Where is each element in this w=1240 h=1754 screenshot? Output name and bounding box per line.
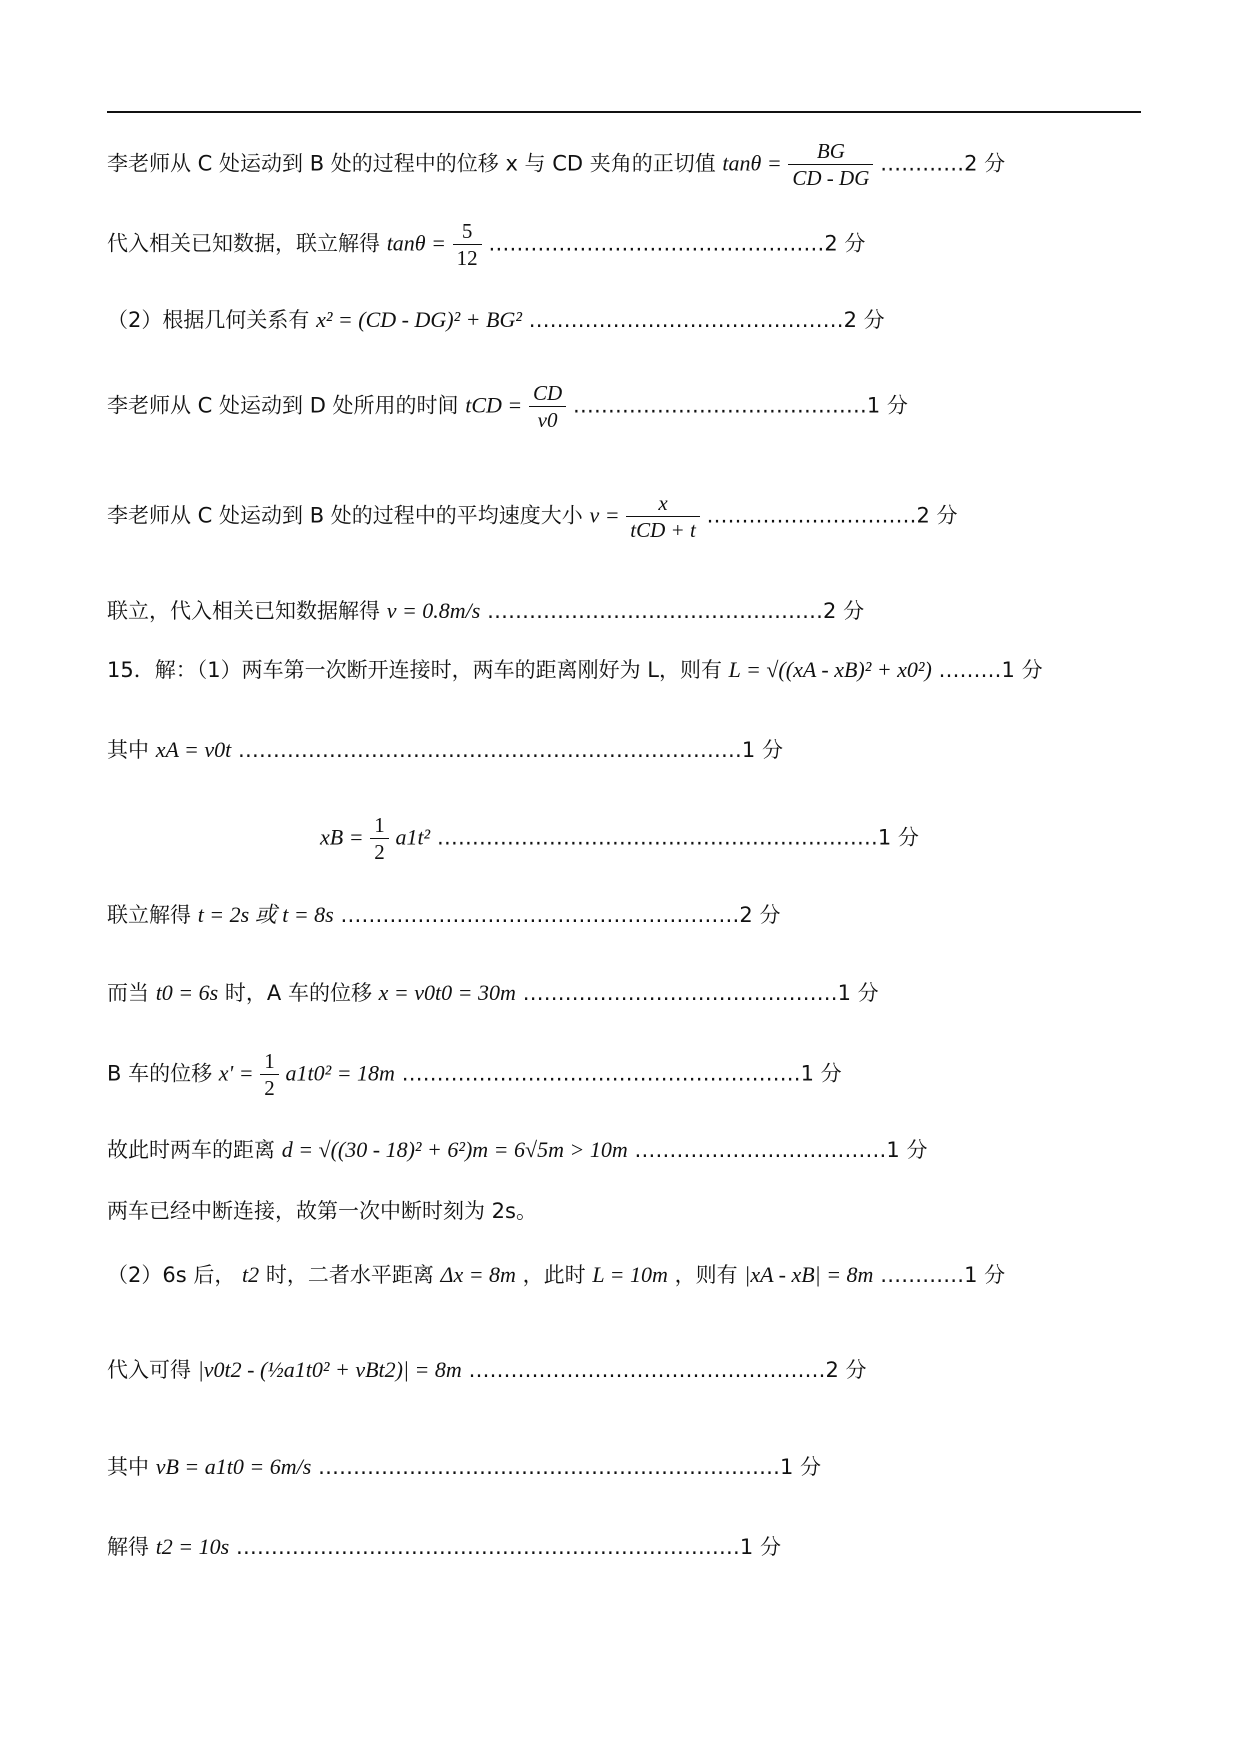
- leader-dots: ………………………………………: [522, 981, 838, 1005]
- answer-line-1: [107, 138, 1167, 191]
- score: 1 分: [866, 393, 908, 418]
- answer-line-12: [107, 1048, 1167, 1101]
- leader-dots: ………………………………: [634, 1138, 887, 1162]
- leader-dots: ………………………………………………………………: [235, 1535, 740, 1559]
- line-text: （2）根据几何关系有: [107, 308, 310, 332]
- line-text-mid-2: ，此时: [522, 1263, 586, 1287]
- answer-line-3: [107, 305, 1167, 335]
- leader-dots: …………………………………………………………: [317, 1455, 780, 1479]
- line-text: 其中: [107, 1455, 149, 1479]
- answer-line-13: [107, 1135, 1167, 1165]
- answer-line-2: [107, 218, 1167, 271]
- formula: t2: [242, 1262, 260, 1287]
- answer-line-9: [320, 812, 1020, 865]
- score: 1 分: [837, 981, 879, 1005]
- formula: |v0t2 - (½a1t0² + vBt2)| = 8m: [197, 1357, 462, 1382]
- leader-dots: …………………………: [706, 503, 917, 528]
- line-text-mid: 时，A 车的位移: [224, 981, 372, 1005]
- score: 1 分: [741, 738, 783, 762]
- fraction: $\frac{1}{2}$: [260, 1048, 279, 1101]
- formula: xA = v0t: [155, 737, 232, 762]
- line-text: 李老师从 C 处运动到 B 处的过程中的平均速度大小: [107, 503, 583, 528]
- answer-line-6: [107, 596, 1167, 626]
- fraction: $\frac{x}{\text{tCD + t}}$: [626, 490, 700, 543]
- formula: tanθ =: [722, 150, 782, 176]
- answer-line-4: [107, 380, 1167, 433]
- fraction: $\frac{1}{2}$: [370, 812, 389, 865]
- score: 2 分: [824, 231, 866, 256]
- line-text: 故此时两车的距离: [107, 1138, 275, 1162]
- formula: x' =: [218, 1060, 254, 1086]
- line-text: 李老师从 C 处运动到 D 处所用的时间: [107, 393, 459, 418]
- score: 2 分: [825, 1358, 867, 1382]
- score: 1 分: [886, 1138, 928, 1162]
- score: 1 分: [1001, 658, 1043, 682]
- leader-dots: …………: [880, 151, 965, 176]
- line-text: （2）6s 后，: [107, 1263, 236, 1287]
- formula-tail: a1t0² = 18m: [285, 1060, 395, 1086]
- line-text: 代入可得: [107, 1358, 191, 1382]
- formula-3: L = 10m: [592, 1262, 668, 1287]
- formula: v = 0.8m/s: [386, 598, 481, 623]
- line-text: 李老师从 C 处运动到 B 处的过程中的位移 x 与 CD 夹角的正切值: [107, 151, 716, 176]
- line-text: 联立，代入相关已知数据解得: [107, 599, 380, 623]
- answer-line-15: [107, 1260, 1167, 1290]
- score: 1 分: [739, 1535, 781, 1559]
- leader-dots: ………………………………………………………: [436, 825, 878, 850]
- answer-line-17: [107, 1452, 1167, 1482]
- leader-dots: …………………………………………………: [401, 1061, 801, 1086]
- leader-dots: ………………………………………: [528, 308, 844, 332]
- formula: tCD =: [465, 392, 523, 418]
- formula-2: x = v0t0 = 30m: [378, 980, 516, 1005]
- formula: v =: [589, 502, 620, 528]
- formula: d = √((30 - 18)² + 6²)m = 6√5m > 10m: [281, 1137, 628, 1162]
- line-text-mid: 时，二者水平距离: [265, 1263, 434, 1287]
- line-text: 代入相关已知数据，联立解得: [107, 231, 380, 256]
- answer-line-8: [107, 735, 1167, 765]
- formula-4: |xA - xB| = 8m: [744, 1262, 874, 1287]
- score: 2 分: [823, 599, 865, 623]
- answer-line-5: [107, 490, 1167, 543]
- score: 2 分: [739, 903, 781, 927]
- line-text: 两车已经中断连接，故第一次中断时刻为 2s。: [107, 1199, 537, 1223]
- header-rule: [107, 111, 1141, 113]
- formula: x² = (CD - DG)² + BG²: [316, 307, 522, 332]
- formula: t0 = 6s: [155, 980, 219, 1005]
- formula: t2 = 10s: [155, 1534, 230, 1559]
- score: 2 分: [916, 503, 958, 528]
- formula-tail: a1t²: [395, 824, 431, 850]
- formula: tanθ =: [386, 230, 446, 256]
- leader-dots: ……………………………………………: [468, 1358, 826, 1382]
- leader-dots: …………………………………………………: [340, 903, 740, 927]
- score: 1 分: [779, 1455, 821, 1479]
- score: 2 分: [843, 308, 885, 332]
- formula: xB =: [320, 824, 364, 850]
- line-text-mid-3: ，则有: [674, 1263, 738, 1287]
- line-text: 其中: [107, 738, 149, 762]
- answer-line-11: [107, 978, 1167, 1008]
- formula: t = 2s 或 t = 8s: [197, 902, 334, 927]
- answer-line-10: [107, 900, 1167, 930]
- score: 1 分: [964, 1263, 1006, 1287]
- leader-dots: ………: [938, 658, 1002, 682]
- line-text: 解得: [107, 1535, 149, 1559]
- leader-dots: …………………………………………: [488, 231, 825, 256]
- formula: L = √((xA - xB)² + x0²): [728, 657, 932, 682]
- fraction: $\frac{BG}{CD - DG}$: [788, 138, 873, 191]
- score: 1 分: [800, 1061, 842, 1086]
- answer-line-7: [107, 655, 1167, 685]
- line-text: 联立解得: [107, 903, 191, 927]
- line-text: 15．解：（1）两车第一次断开连接时，两车的距离刚好为 L，则有: [107, 658, 722, 682]
- answer-line-16: [107, 1355, 1167, 1385]
- leader-dots: …………………………………………: [487, 599, 824, 623]
- answer-line-14: [107, 1196, 1167, 1226]
- leader-dots: ……………………………………: [572, 393, 867, 418]
- leader-dots: …………: [880, 1263, 965, 1287]
- leader-dots: ………………………………………………………………: [237, 738, 742, 762]
- line-text: B 车的位移: [107, 1061, 213, 1086]
- formula-2: Δx = 8m: [440, 1262, 516, 1287]
- formula: vB = a1t0 = 6m/s: [155, 1454, 312, 1479]
- score: 1 分: [877, 825, 919, 850]
- answer-line-18: [107, 1532, 1167, 1562]
- score: 2 分: [964, 151, 1006, 176]
- fraction: $\frac{5}{12}$: [453, 218, 482, 271]
- fraction: $\frac{CD}{v0}$: [529, 380, 566, 433]
- line-text: 而当: [107, 981, 149, 1005]
